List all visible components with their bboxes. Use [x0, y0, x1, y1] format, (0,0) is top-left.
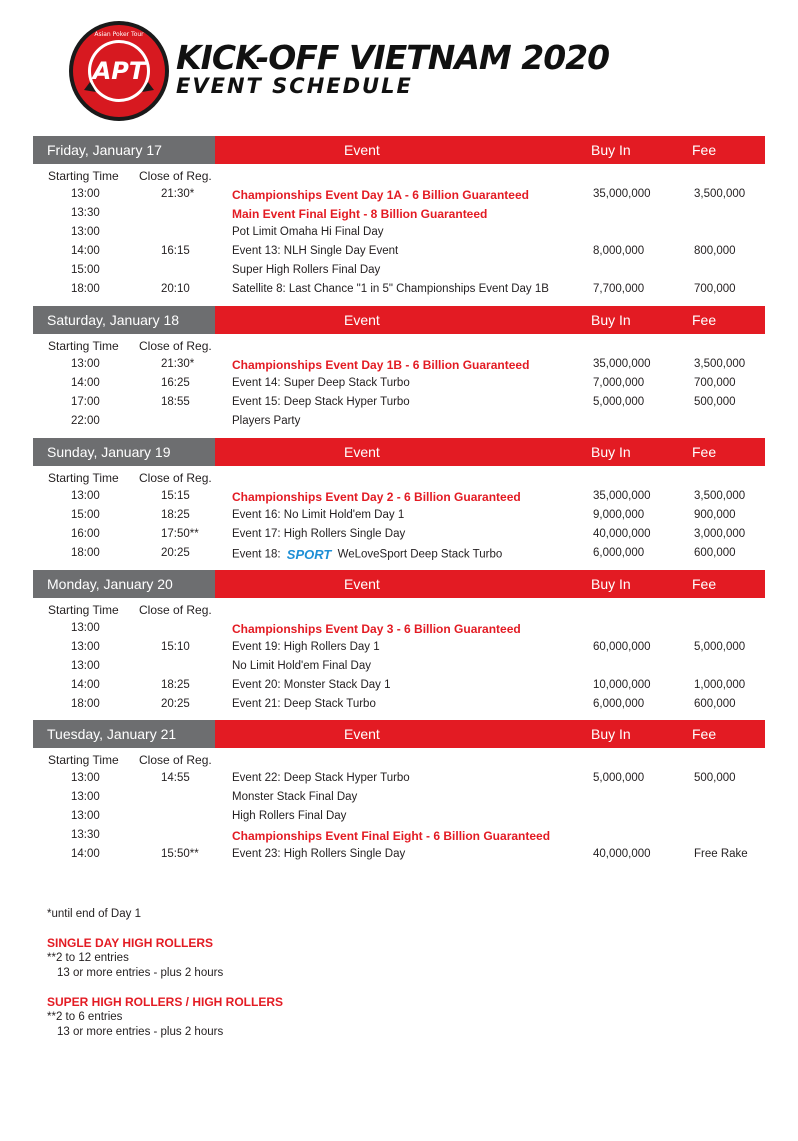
- event-name: Event 16: No Limit Hold'em Day 1: [232, 509, 405, 521]
- col-starting-time: Starting Time: [48, 339, 119, 353]
- day-section-friday: [33, 136, 765, 300]
- close-time: 15:50**: [161, 848, 199, 860]
- col-fee: Fee: [692, 444, 717, 460]
- close-time: 15:10: [161, 641, 190, 653]
- start-time: 13:00: [71, 641, 100, 653]
- col-starting-time: Starting Time: [48, 471, 119, 485]
- close-time: 16:15: [161, 245, 190, 257]
- buy-in: 10,000,000: [593, 679, 651, 691]
- day-header: [33, 720, 765, 748]
- event-with-logo: Event 18: SPORT WeLoveSport Deep Stack Turbo: [232, 547, 503, 562]
- buy-in: 6,000,000: [593, 698, 645, 710]
- buy-in: 40,000,000: [593, 848, 651, 860]
- col-event: Event: [344, 142, 380, 158]
- fee: 600,000: [694, 547, 736, 559]
- subheader: [33, 748, 765, 770]
- event-name: Event 17: High Rollers Single Day: [232, 528, 406, 540]
- col-fee: Fee: [692, 576, 717, 592]
- event-name: Event 15: Deep Stack Hyper Turbo: [232, 396, 410, 408]
- start-time: 13:00: [71, 791, 100, 803]
- close-time: 17:50**: [161, 528, 199, 540]
- day-date: Monday, January 20: [33, 570, 215, 598]
- buy-in: 9,000,000: [593, 509, 645, 521]
- fee: 3,500,000: [694, 188, 746, 200]
- event-name: Event 20: Monster Stack Day 1: [232, 679, 391, 691]
- col-buy-in: Buy In: [591, 576, 631, 592]
- buy-in: 5,000,000: [593, 396, 645, 408]
- single-day-title: SINGLE DAY HIGH ROLLERS: [47, 936, 214, 950]
- start-time: 13:00: [71, 772, 100, 784]
- fee: 900,000: [694, 509, 736, 521]
- start-time: 18:00: [71, 283, 100, 295]
- header-band: [215, 438, 765, 466]
- buy-in: 5,000,000: [593, 772, 645, 784]
- col-event: Event: [344, 312, 380, 328]
- buy-in: 7,700,000: [593, 283, 645, 295]
- fee: 700,000: [694, 283, 736, 295]
- event-name: Super High Rollers Final Day: [232, 264, 381, 276]
- super-title: SUPER HIGH ROLLERS / HIGH ROLLERS: [47, 995, 284, 1009]
- table-row: [33, 639, 765, 658]
- buy-in: 7,000,000: [593, 377, 645, 389]
- event-name: Main Event Final Eight - 8 Billion Guaranteed: [232, 207, 488, 221]
- start-time: 14:00: [71, 377, 100, 389]
- event-name: Event 22: Deep Stack Hyper Turbo: [232, 772, 410, 784]
- table-row: [33, 696, 765, 715]
- header-band: [215, 720, 765, 748]
- header-band: [215, 136, 765, 164]
- table-row: [33, 620, 765, 639]
- subheader: [33, 598, 765, 620]
- col-close-of-reg: Close of Reg.: [139, 169, 212, 183]
- col-buy-in: Buy In: [591, 726, 631, 742]
- day-section-monday: [33, 570, 765, 715]
- event-name: Championships Event Day 2 - 6 Billion Guaranteed: [232, 490, 521, 504]
- single-day-line2: 13 or more entries - plus 2 hours: [57, 967, 224, 979]
- table-row: [33, 677, 765, 696]
- sport-logo: SPORT: [286, 547, 332, 562]
- table-row: [33, 375, 765, 394]
- day-header: [33, 306, 765, 334]
- col-event: Event: [344, 726, 380, 742]
- col-close-of-reg: Close of Reg.: [139, 753, 212, 767]
- table-row: [33, 545, 765, 564]
- fee: 3,500,000: [694, 490, 746, 502]
- table-row: [33, 205, 765, 224]
- buy-in: 35,000,000: [593, 490, 651, 502]
- start-time: 13:00: [71, 490, 100, 502]
- col-close-of-reg: Close of Reg.: [139, 339, 212, 353]
- event-name: High Rollers Final Day: [232, 810, 347, 822]
- close-time: 14:55: [161, 772, 190, 784]
- start-time: 18:00: [71, 698, 100, 710]
- event-name: Event 19: High Rollers Day 1: [232, 641, 380, 653]
- col-buy-in: Buy In: [591, 312, 631, 328]
- start-time: 22:00: [71, 415, 100, 427]
- start-time: 13:00: [71, 660, 100, 672]
- table-row: [33, 356, 765, 375]
- start-time: 14:00: [71, 245, 100, 257]
- day-header: [33, 136, 765, 164]
- fee: 800,000: [694, 245, 736, 257]
- event-name: Event 21: Deep Stack Turbo: [232, 698, 376, 710]
- subheader: [33, 334, 765, 356]
- close-time: 18:25: [161, 509, 190, 521]
- day-date: Tuesday, January 21: [33, 720, 215, 748]
- event-name: Event 23: High Rollers Single Day: [232, 848, 406, 860]
- close-time: 20:25: [161, 547, 190, 559]
- table-row: [33, 658, 765, 677]
- fee: 1,000,000: [694, 679, 746, 691]
- logo-text: APT: [92, 57, 146, 85]
- close-time: 16:25: [161, 377, 190, 389]
- day-section-saturday: [33, 306, 765, 432]
- col-fee: Fee: [692, 312, 717, 328]
- col-event: Event: [344, 444, 380, 460]
- table-row: [33, 526, 765, 545]
- fee: 600,000: [694, 698, 736, 710]
- page-title: KICK-OFF VIETNAM 2020: [176, 38, 610, 77]
- buy-in: 40,000,000: [593, 528, 651, 540]
- table-row: [33, 262, 765, 281]
- close-time: 18:25: [161, 679, 190, 691]
- event-name: Pot Limit Omaha Hi Final Day: [232, 226, 384, 238]
- event-name: Championships Event Day 3 - 6 Billion Guaranteed: [232, 622, 521, 636]
- header-band: [215, 570, 765, 598]
- col-starting-time: Starting Time: [48, 753, 119, 767]
- footnote-day1: *until end of Day 1: [47, 908, 141, 920]
- close-time: 15:15: [161, 490, 190, 502]
- event-name: Players Party: [232, 415, 301, 427]
- col-fee: Fee: [692, 726, 717, 742]
- col-buy-in: Buy In: [591, 444, 631, 460]
- buy-in: 60,000,000: [593, 641, 651, 653]
- super-line1: **2 to 6 entries: [47, 1011, 123, 1023]
- col-starting-time: Starting Time: [48, 169, 119, 183]
- fee: 3,500,000: [694, 358, 746, 370]
- col-close-of-reg: Close of Reg.: [139, 471, 212, 485]
- start-time: 14:00: [71, 848, 100, 860]
- start-time: 16:00: [71, 528, 100, 540]
- start-time: 13:00: [71, 226, 100, 238]
- table-row: [33, 243, 765, 262]
- super-line2: 13 or more entries - plus 2 hours: [57, 1026, 224, 1038]
- event-name: Satellite 8: Last Chance "1 in 5" Championships Event Day 1B: [232, 283, 549, 295]
- day-date: Friday, January 17: [33, 136, 215, 164]
- close-time: 18:55: [161, 396, 190, 408]
- close-time: 20:25: [161, 698, 190, 710]
- table-row: [33, 789, 765, 808]
- table-row: [33, 394, 765, 413]
- day-header: [33, 438, 765, 466]
- start-time: 13:00: [71, 622, 100, 634]
- logo-ring-text: Asian Poker Tour: [94, 31, 144, 38]
- fee: 500,000: [694, 772, 736, 784]
- event-name: Event 14: Super Deep Stack Turbo: [232, 377, 410, 389]
- table-row: [33, 827, 765, 846]
- fee: 3,000,000: [694, 528, 746, 540]
- day-date: Saturday, January 18: [33, 306, 215, 334]
- col-starting-time: Starting Time: [48, 603, 119, 617]
- col-event: Event: [344, 576, 380, 592]
- start-time: 14:00: [71, 679, 100, 691]
- fee: 5,000,000: [694, 641, 746, 653]
- start-time: 15:00: [71, 264, 100, 276]
- start-time: 13:30: [71, 207, 100, 219]
- event-name: No Limit Hold'em Final Day: [232, 660, 371, 672]
- close-time: 21:30*: [161, 358, 195, 370]
- table-row: [33, 507, 765, 526]
- table-row: [33, 281, 765, 300]
- start-time: 17:00: [71, 396, 100, 408]
- start-time: 18:00: [71, 547, 100, 559]
- event-name: Championships Event Day 1B - 6 Billion Guaranteed: [232, 358, 530, 372]
- start-time: 13:00: [71, 358, 100, 370]
- event-name: Championships Event Final Eight - 6 Billion Guaranteed: [232, 829, 551, 843]
- start-time: 13:00: [71, 188, 100, 200]
- event-name: Monster Stack Final Day: [232, 791, 358, 803]
- fee: 700,000: [694, 377, 736, 389]
- buy-in: 35,000,000: [593, 188, 651, 200]
- col-close-of-reg: Close of Reg.: [139, 603, 212, 617]
- start-time: 15:00: [71, 509, 100, 521]
- buy-in: 8,000,000: [593, 245, 645, 257]
- table-row: [33, 488, 765, 507]
- table-row: [33, 413, 765, 432]
- table-row: [33, 846, 765, 865]
- page-subtitle: EVENT SCHEDULE: [176, 74, 413, 98]
- table-row: [33, 186, 765, 205]
- subheader: [33, 164, 765, 186]
- header-band: [215, 306, 765, 334]
- day-section-tuesday: [33, 720, 765, 865]
- single-day-line1: **2 to 12 entries: [47, 952, 129, 964]
- close-time: 20:10: [161, 283, 190, 295]
- col-fee: Fee: [692, 142, 717, 158]
- day-header: [33, 570, 765, 598]
- fee: 500,000: [694, 396, 736, 408]
- buy-in: 6,000,000: [593, 547, 645, 559]
- apt-logo: [68, 20, 170, 122]
- start-time: 13:30: [71, 829, 100, 841]
- day-section-sunday: [33, 438, 765, 564]
- close-time: 21:30*: [161, 188, 195, 200]
- col-buy-in: Buy In: [591, 142, 631, 158]
- buy-in: 35,000,000: [593, 358, 651, 370]
- table-row: [33, 808, 765, 827]
- fee: Free Rake: [694, 848, 748, 860]
- subheader: [33, 466, 765, 488]
- table-row: [33, 224, 765, 243]
- day-date: Sunday, January 19: [33, 438, 215, 466]
- event-name: Championships Event Day 1A - 6 Billion Guaranteed: [232, 188, 529, 202]
- table-row: [33, 770, 765, 789]
- start-time: 13:00: [71, 810, 100, 822]
- event-name: Event 13: NLH Single Day Event: [232, 245, 399, 257]
